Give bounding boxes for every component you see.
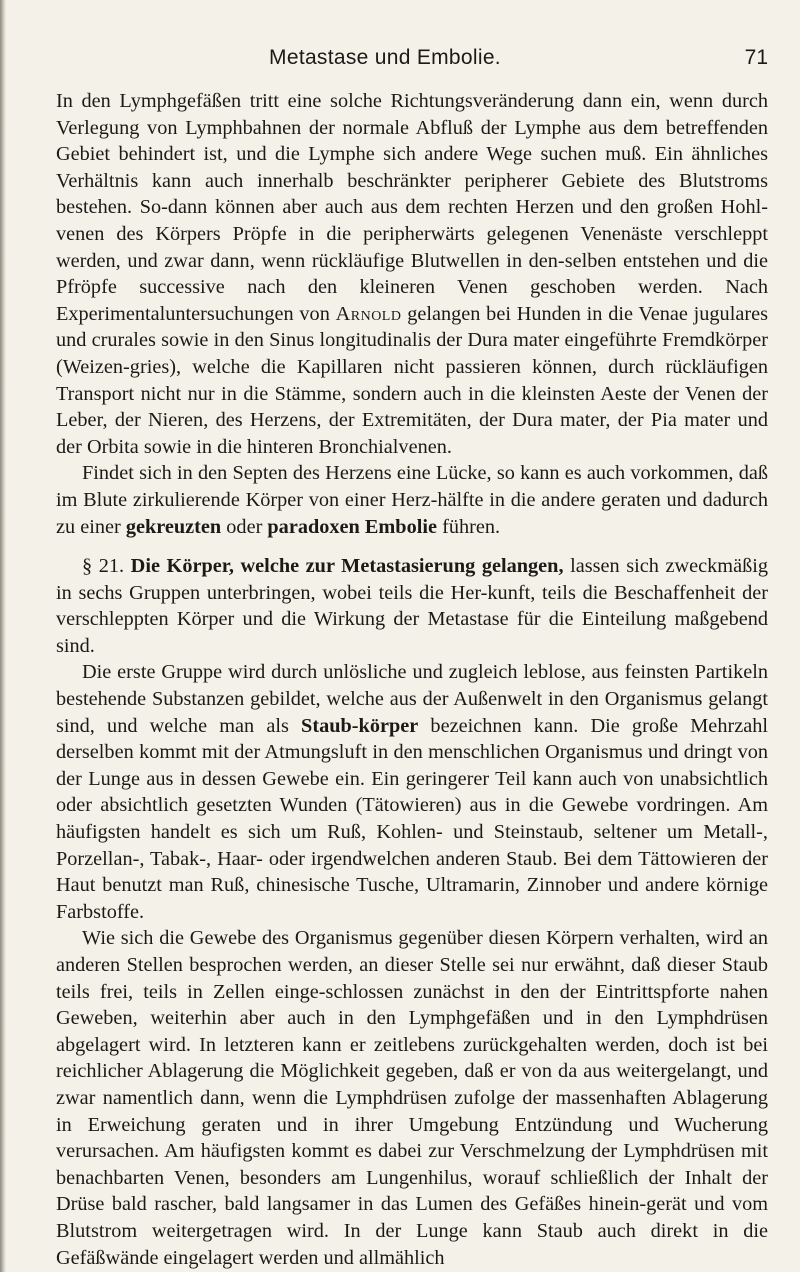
paragraph-section-21: § 21. Die Körper, welche zur Metastasierung gelangen, lassen sich zweckmäßig in sechs Gruppen unterbringen, wobei teils die Her-kunft, teils die Beschaffenheit der verschleppten Körper und die Wirkung der Metastase für die Einteilung maßgebend sind. — [56, 555, 768, 657]
paragraph-lymph-reversal: In den Lymphgefäßen tritt eine solche Richtungsveränderung dann ein, wenn durch Verlegung von Lymphbahnen der normale Abfluß der Lymphe aus dem betreffenden Gebiet behindert ist, und die Lymphe sich andere Wege suchen muß. Ein ähnliches Verhältnis kann auch innerhalb beschränkter peripherer Gebiete des Blutstroms bestehen. So-dann können aber auch aus dem rechten Herzen und den großen Hohl-venen des Körpers Pröpfe in die peripherwärts gelegenen Venenäste verschleppt werden, und zwar dann, wenn rückläufige Blutwellen in den-selben entstehen und die Pfröpfe successive nach den kleineren Venen geschoben werden. Nach Experimentaluntersuchungen von Arnold gelangen bei Hunden in die Venae jugulares und crurales sowie in den Sinus longitudinalis der Dura mater eingeführte Fremdkörper (Weizen-gries), welche die Kapillaren nicht passieren können, durch rückläufigen Transport nicht nur in die Stämme, sondern auch in die kleinsten Aeste der Venen der Leber, der Nieren, des Herzens, der Extremitäten, der Dura mater, der Pia mater und der Orbita sowie in die hinteren Bronchialvenen. — [56, 90, 768, 458]
section-heading: Die Körper, welche zur Metastasierung gelangen, — [130, 555, 564, 578]
running-title: Metastase und Embolie. — [269, 46, 501, 69]
section-number: § 21. — [82, 555, 131, 578]
paragraph-staubkoerper: Die erste Gruppe wird durch unlösliche und zugleich leblose, aus feinsten Partikeln bestehende Substanzen gebildet, welche aus der Außenwelt in den Organismus gelangt sind, und welche man als Staub-körper bezeichnen kann. Die große Mehrzahl derselben kommt mit der Atmungsluft in den menschlichen Organismus und dringt von der Lunge aus in dessen Gewebe ein. Ein geringerer Teil kann auch von unabsichtlich oder absichtlich gesetzten Wunden (Tätowieren) aus in die Gewebe vordringen. Am häufigsten handelt es sich um Ruß, Kohlen- und Steinstaub, seltener um Metall-, Porzellan-, Tabak-, Haar- oder irgendwelchen anderen Staub. Bei dem Tättowieren der Haut benutzt man Ruß, chinesische Tusche, Ultramarin, Zinnober und andere körnige Farbstoffe. — [56, 661, 768, 923]
page-number: 71 — [744, 46, 768, 69]
term-paradoxe-embolie: paradoxen Embolie — [267, 515, 437, 538]
term-gekreuzt: gekreuzten — [125, 515, 222, 538]
running-header — [0, 42, 800, 72]
term-staubkoerper: Staub-körper — [301, 714, 419, 737]
page-binding-shadow — [0, 0, 6, 1272]
paragraph-paradox-embolism: Findet sich in den Septen des Herzens eine Lücke, so kann es auch vorkommen, daß im Blute zirkulierende Körper von einer Herz-hälfte in die andere geraten und dadurch zu einer gekreuzten oder paradoxen Embolie führen. — [56, 462, 768, 538]
body-text — [56, 88, 768, 1271]
author-name: Arnold — [335, 302, 402, 325]
paragraph-gewebe-verhalten: Wie sich die Gewebe des Organismus gegenüber diesen Körpern verhalten, wird an anderen Stellen besprochen werden, an dieser Stelle sei nur erwähnt, daß dieser Staub teils frei, teils in Zellen einge-schlossen zunächst in den der Eintrittspforte nahen Geweben, weiterhin aber auch in den Lymphgefäßen und in den Lymphdrüsen abgelagert wird. In letzteren kann er zeitlebens zurückgehalten werden, doch ist bei reichlicher Ablagerung die Möglichkeit gegeben, daß er von da aus weitergelangt, und zwar namentlich dann, wenn die Lymphdrüsen zufolge der massenhaften Ablagerung in Erweichung geraten und in ihrer Umgebung Entzündung und Wucherung verursachen. Am häufigsten kommt es dabei zur Verschmelzung der Lymphdrüsen mit benachbarten Venen, besonders am Lungenhilus, worauf schließlich der Inhalt der Drüse bald rascher, bald langsamer in das Lumen des Gefäßes hinein-gerät und vom Blutstrom weitergetragen wird. In der Lunge kann Staub auch direkt in die Gefäßwände eingelagert werden und allmählich — [56, 927, 768, 1269]
